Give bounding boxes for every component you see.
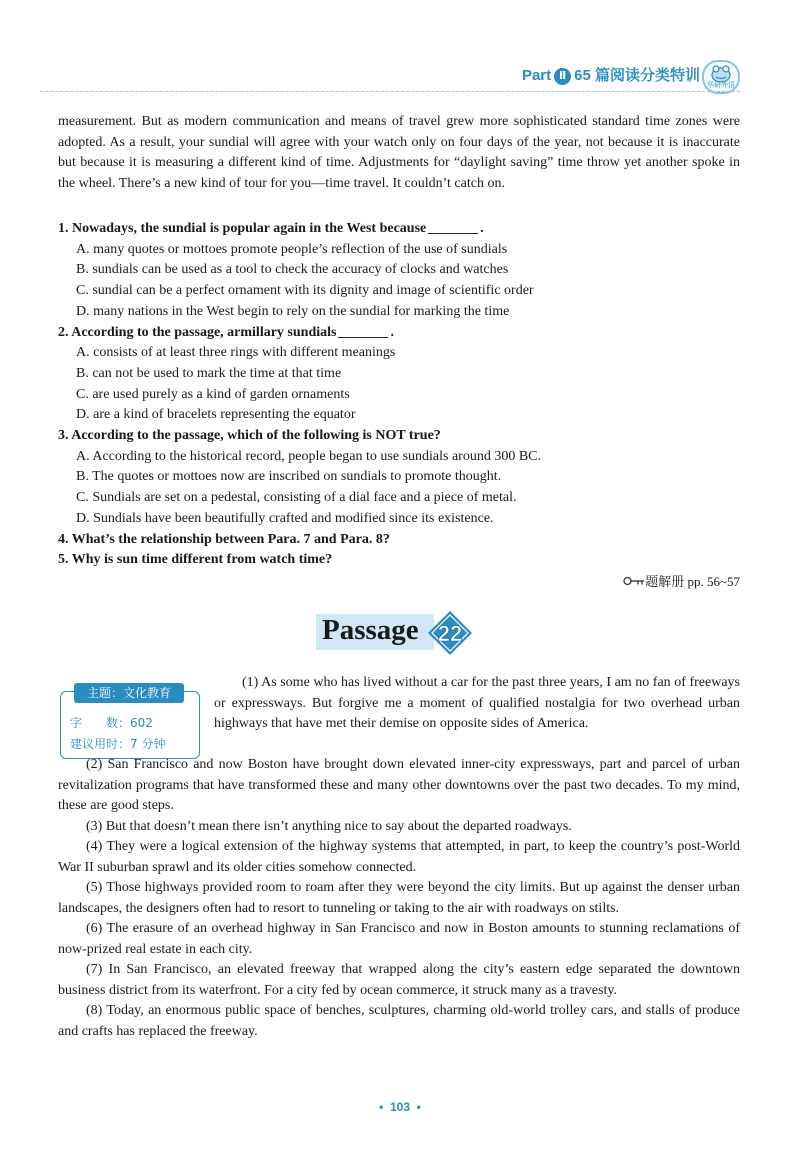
publisher-logo	[702, 60, 740, 94]
question-stem	[58, 219, 740, 240]
header-title	[522, 64, 700, 85]
paragraph: (8) Today, an enormous public space of benches, sculptures, charming old-world trolley cars, and stalls of produce and crafts has replaced the freeway.	[58, 1003, 740, 1039]
question-text: 3. According to the passage, which of the following is NOT true?	[58, 428, 441, 444]
page-number-value: 103	[389, 1100, 411, 1114]
page-number: • 103 •	[379, 1100, 421, 1114]
part-numeral: Ⅱ	[554, 68, 571, 85]
passage-number: 22	[437, 621, 463, 646]
question-stem	[58, 530, 740, 551]
passage-body	[58, 755, 740, 1042]
suggested-time-label: 建议用时：	[70, 737, 131, 751]
answer-option[interactable]: D. many nations in the West begin to rely on the sundial for marking the time	[76, 303, 510, 319]
continuation-text	[58, 112, 740, 194]
answer-option[interactable]: C. sundial can be a perfect ornament with its dignity and image of scientific order	[76, 283, 534, 299]
question-text: 2. According to the passage, armillary sundials	[58, 324, 337, 340]
answer-key-reference	[623, 571, 740, 590]
answer-option[interactable]: C. are used purely as a kind of garden ornaments	[76, 386, 350, 402]
passage-word: Passage	[322, 614, 419, 646]
paragraph: (5) Those highways provided room to roam after they were beyond the city limits. But up against the denser urban landscapes, the designers often had to resort to tunneling or taking to the air with roadways on stilts.	[58, 880, 740, 916]
answer-blank[interactable]	[428, 219, 478, 234]
paragraph: (3) But that doesn’t mean there isn’t anything nice to say about the departed roadways.	[86, 818, 572, 834]
word-count-line	[70, 714, 153, 731]
question-end-mark: .	[390, 324, 394, 340]
page-header	[470, 60, 760, 90]
question-text: 1. Nowadays, the sundial is popular again in the West because	[58, 221, 427, 236]
key-ref-text: 题解册 pp. 56~57	[645, 574, 740, 589]
paragraph: (6) The erasure of an overhead highway in San Francisco and now in Boston amounts to stunning reclamations of now-prized real estate in each city.	[58, 921, 740, 957]
header-divider	[40, 91, 740, 92]
answer-blank[interactable]	[338, 323, 388, 338]
logo-text: 华研外语	[707, 81, 735, 89]
question-end-mark: .	[480, 221, 484, 236]
answer-option[interactable]: A. consists of at least three rings with different meanings	[76, 345, 396, 361]
answer-option[interactable]: C. Sundials are set on a pedestal, consisting of a dial face and a piece of metal.	[76, 490, 517, 506]
question-list	[58, 219, 740, 571]
question-stem	[58, 323, 740, 344]
paragraph: (4) They were a logical extension of the highway systems that attempted, in part, to keep the country’s post-World War II suburban sprawl and its older cities somehow connected.	[58, 839, 740, 875]
passage-number-badge	[427, 610, 473, 656]
answer-option[interactable]: B. sundials can be used as a tool to check the accuracy of clocks and watches	[76, 262, 509, 278]
topic-box	[60, 683, 200, 759]
answer-option[interactable]: D. Sundials have been beautifully crafted and modified since its existence.	[76, 510, 494, 526]
question-text: 5. Why is sun time different from watch time?	[58, 552, 333, 568]
answer-option[interactable]: B. can not be used to mark the time at that time	[76, 365, 342, 381]
word-count-label: 字 数：	[70, 716, 131, 730]
question-stem	[58, 426, 740, 447]
question-stem	[58, 550, 740, 571]
answer-option[interactable]: A. many quotes or mottoes promote people’s reflection of the use of sundials	[76, 241, 508, 257]
paragraph-1-block	[214, 673, 740, 735]
key-icon	[623, 575, 645, 590]
word-count-value: 602	[130, 716, 153, 730]
paragraph: (2) San Francisco and now Boston have brought down elevated inner-city expressways, part and parcel of urban revitalization programs that have transformed these and many other downtowns over the past two decades. To my mind, these are good steps.	[58, 757, 740, 813]
topic-title: 主题：文化教育	[74, 683, 184, 703]
suggested-time-value: 7 分钟	[130, 737, 166, 751]
continuation-paragraph: measurement. But as modern communication and means of travel grew more sophisticated standard time zones were adopted. As a result, your sundial will agree with your watch only on four days of the year, not because it is inaccurate but because it is measuring a different kind of time. Adjustments for “daylight saving” time throw yet another spoke in the wheel. There’s a new kind of tour for you—time travel. It couldn’t catch on.	[58, 114, 740, 191]
part-label: Part	[521, 67, 552, 84]
book-title: 65 篇阅读分类特训	[574, 67, 700, 84]
paragraph: (1) As some who has lived without a car for the past three years, I am no fan of freeways or expressways. But forgive me a moment of qualified nostalgia for two overhead urban highways that have met their demise on opposite sides of America.	[214, 675, 740, 731]
answer-option[interactable]: A. According to the historical record, people began to use sundials around 300 BC.	[76, 448, 542, 464]
answer-option[interactable]: B. The quotes or mottoes now are inscribed on sundials to promote thought.	[76, 469, 502, 485]
question-text: 4. What’s the relationship between Para. 7 and Para. 8?	[58, 531, 390, 547]
paragraph: (7) In San Francisco, an elevated freeway that wrapped along the city’s eastern edge separated the downtown business district from its waterfront. For a city fed by ocean commerce, it struck many as a travesty.	[58, 962, 740, 998]
suggested-time-line	[70, 735, 165, 752]
answer-option[interactable]: D. are a kind of bracelets representing the equator	[76, 407, 356, 423]
